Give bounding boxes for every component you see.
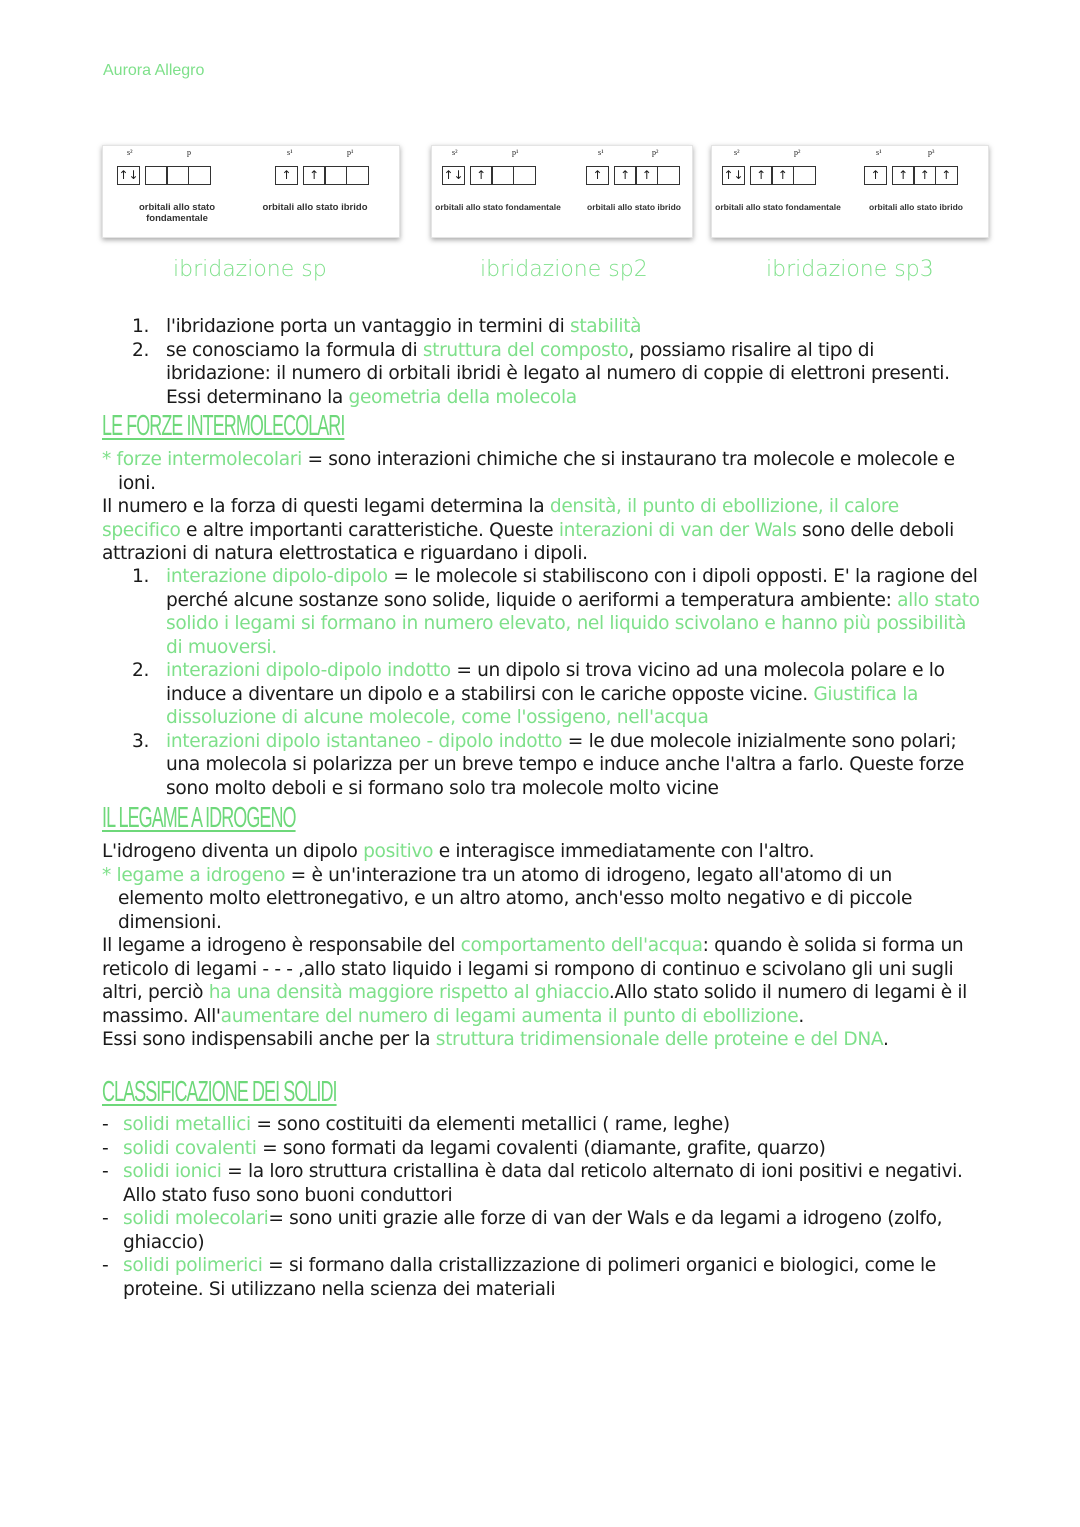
bullet-star: * xyxy=(102,449,117,470)
p-orbital-box: ↑ xyxy=(913,166,936,185)
highlighted-text: aumentare del numero di legami aumenta il punto di ebollizione xyxy=(220,1005,799,1027)
s-label: s¹ xyxy=(598,148,604,157)
bullet-dash: - xyxy=(102,1114,109,1135)
s-label: s¹ xyxy=(287,148,293,157)
forze-section xyxy=(102,448,982,566)
heading-classificazione-solidi: CLASSIFICAZIONE DEI SOLIDI xyxy=(102,1076,337,1108)
highlighted-text: ha una densità maggiore rispetto al ghiaccio xyxy=(208,982,609,1003)
highlighted-text: interazioni dipolo-dipolo indotto xyxy=(166,660,451,681)
list-text xyxy=(166,565,982,659)
text-segment: = un dipolo si trova vicino ad una molecola polare e lo induce a diventare un dipolo e a stabilirsi con le cariche opposte vicine. xyxy=(166,660,945,705)
p-label: p² xyxy=(652,148,659,157)
orbital-diagram-sp3 xyxy=(711,145,989,238)
highlighted-text: forze intermolecolari xyxy=(116,449,302,470)
text-segment: = è un'interazione tra un atomo di idrogeno, legato all'atomo di un elemento molto elettronegativo, e un altro atomo, anch'esso molto negativo e di piccole dimensioni. xyxy=(118,864,913,933)
highlighted-text: solidi ionici xyxy=(123,1161,222,1182)
bullet-dash: - xyxy=(102,1137,109,1159)
title-sp: ibridazione sp xyxy=(173,257,327,282)
idrogeno-definition xyxy=(102,864,982,935)
p-orbital-box xyxy=(793,166,816,185)
text-segment: .Allo stato solido il numero di legami è il massimo. All' xyxy=(102,982,967,1027)
text-segment: = sono costituiti da elementi metallici ( rame, leghe) xyxy=(250,1114,730,1135)
list-text xyxy=(166,339,972,410)
orbital-caption: orbitali allo stato ibrido xyxy=(869,202,963,212)
highlighted-text: solidi metallici xyxy=(123,1114,251,1135)
forze-points-list xyxy=(132,565,982,800)
text-segment: sono delle deboli attrazioni di natura elettrostatica e riguardano i dipoli. xyxy=(102,519,954,564)
p-orbital-box xyxy=(346,166,369,185)
highlighted-text: solidi covalenti xyxy=(123,1137,257,1159)
highlighted-text: geometria della molecola xyxy=(348,386,577,408)
list-number: 1. xyxy=(132,566,150,587)
p-label: p xyxy=(187,148,191,157)
list-number: 3. xyxy=(132,730,150,752)
text-segment: Il numero e la forza di questi legami determina la xyxy=(102,496,550,517)
p-orbital-box xyxy=(188,166,211,185)
list-number: 2. xyxy=(132,660,150,681)
s-label: s² xyxy=(127,148,133,157)
p-orbital-box: ↑ xyxy=(635,166,658,185)
p-orbital-box xyxy=(657,166,680,185)
title-sp3: ibridazione sp3 xyxy=(766,257,934,282)
s-orbital-box: ↑ xyxy=(864,166,887,185)
highlighted-text: interazioni dipolo istantaneo - dipolo indotto xyxy=(166,730,563,752)
text-segment: = le due molecole inizialmente sono polari; una molecola si polarizza per un breve tempo e induce anche l'altra a farlo. Queste forze sono molto deboli e si formano solo tra molecole molto vicine xyxy=(166,730,965,799)
p-orbital-box xyxy=(513,166,536,185)
text-segment: = sono interazioni chimiche che si instaurano tra molecole e molecole e ioni. xyxy=(118,449,955,494)
list-text xyxy=(166,315,972,339)
text-segment: . xyxy=(882,1029,889,1050)
text-segment: l'ibridazione porta un vantaggio in termini di xyxy=(166,316,570,337)
bullet-star: * xyxy=(102,864,117,886)
list-item xyxy=(132,339,972,410)
s-orbital-box: ↑↓ xyxy=(722,166,745,185)
text-segment: = la loro struttura cristallina è data dal reticolo alternato di ioni positivi e negativi. Allo stato fuso sono buoni conduttori xyxy=(123,1161,963,1206)
p-orbital-box: ↑ xyxy=(470,166,493,185)
p-orbital-box xyxy=(491,166,514,185)
highlighted-text: stabilità xyxy=(570,316,642,337)
orbital-caption: orbitali allo stato fondamentale xyxy=(715,202,841,212)
text-segment: Il legame a idrogeno è responsabile del xyxy=(102,935,461,956)
s-orbital-box: ↑ xyxy=(586,166,609,185)
author-name: Aurora Allegro xyxy=(103,62,205,79)
orbital-caption: orbitali allo stato ibrido xyxy=(587,202,681,212)
s-orbital-box: ↑↓ xyxy=(442,166,465,185)
p-orbital-box: ↑ xyxy=(303,166,326,185)
highlighted-text: solidi polimerici xyxy=(123,1255,263,1276)
highlighted-text: struttura del composto xyxy=(422,339,629,361)
text-segment: se conosciamo la formula di xyxy=(166,339,423,361)
s-orbital-box: ↑↓ xyxy=(117,166,140,185)
orbital-diagram-sp2 xyxy=(431,145,693,238)
p-orbital-box xyxy=(166,166,189,185)
list-item xyxy=(132,315,972,339)
forze-paragraph xyxy=(102,495,982,566)
s-orbital-box: ↑ xyxy=(275,166,298,185)
p-orbital-box: ↑ xyxy=(892,166,915,185)
text-segment: = sono uniti grazie alle forze di van der Wals e da legami a idrogeno (zolfo, ghiaccio) xyxy=(123,1208,943,1253)
list-number: 2. xyxy=(132,339,150,361)
solid-type-item xyxy=(102,1113,982,1137)
solidi-list xyxy=(102,1113,982,1301)
orbital-caption: orbitali allo stato fondamentale xyxy=(138,202,215,224)
solid-type-item xyxy=(102,1137,982,1161)
highlighted-text: solidi molecolari xyxy=(123,1208,269,1229)
p-label: p¹ xyxy=(347,148,354,157)
text-segment: Essi sono indispensabili anche per la xyxy=(102,1029,436,1050)
solid-type-item xyxy=(102,1254,982,1301)
text-segment: = si formano dalla cristallizzazione di polimeri organici e biologici, come le proteine. Si utilizzano nella scienza dei materiali xyxy=(123,1255,936,1300)
idrogeno-paragraph-2 xyxy=(102,1028,982,1052)
highlighted-text: densità, il punto di ebollizione, il calore specifico xyxy=(102,496,899,541)
list-item xyxy=(132,730,982,801)
list-item xyxy=(132,565,982,659)
list-item xyxy=(132,659,982,730)
text-segment: = le molecole si stabiliscono con i dipoli opposti. E' la ragione del perché alcune sostanze sono solide, liquide o aeriformi a temperatura ambiente: xyxy=(166,566,978,611)
p-orbital-box: ↑ xyxy=(614,166,637,185)
highlighted-text: Giustifica la dissoluzione di alcune molecole, come l'ossigeno, nell'acqua xyxy=(166,683,919,728)
bullet-dash: - xyxy=(102,1255,109,1276)
s-label: s² xyxy=(452,148,458,157)
orbital-caption: orbitali allo stato ibrido xyxy=(262,202,368,213)
solid-type-item xyxy=(102,1160,982,1207)
p-orbital-box xyxy=(145,166,168,185)
solid-type-item xyxy=(102,1207,982,1254)
text-segment: e interagisce immediatamente con l'altro. xyxy=(433,841,815,862)
highlighted-text: comportamento dell'acqua xyxy=(460,935,703,956)
highlighted-text: allo stato solido i legami si formano in numero elevato, nel liquido scivolano e hanno più possibilità di muoversi. xyxy=(166,589,980,658)
p-orbital-box xyxy=(324,166,347,185)
list-number: 1. xyxy=(132,316,150,337)
p-orbital-box: ↑ xyxy=(771,166,794,185)
highlighted-text: positivo xyxy=(363,841,434,862)
idrogeno-paragraph xyxy=(102,934,982,1028)
forze-definition xyxy=(102,448,982,495)
highlighted-text: interazioni di van der Wals xyxy=(558,519,797,541)
p-label: p³ xyxy=(928,148,935,157)
text-segment: = sono formati da legami covalenti (diamante, grafite, quarzo) xyxy=(256,1137,826,1159)
p-label: p¹ xyxy=(512,148,519,157)
orbital-caption: orbitali allo stato fondamentale xyxy=(435,202,561,212)
list-text xyxy=(166,659,982,730)
orbital-diagram-sp xyxy=(102,145,400,238)
idrogeno-section xyxy=(102,840,982,1052)
text-segment: L'idrogeno diventa un dipolo xyxy=(102,841,364,862)
text-segment: . xyxy=(798,1005,804,1027)
s-label: s² xyxy=(734,148,740,157)
highlighted-text: struttura tridimensionale delle proteine e del DNA xyxy=(435,1029,883,1050)
hyb-points-list xyxy=(132,315,972,409)
bullet-dash: - xyxy=(102,1208,109,1229)
p-orbital-box: ↑ xyxy=(935,166,958,185)
p-orbital-box: ↑ xyxy=(750,166,773,185)
p-label: p² xyxy=(794,148,801,157)
title-sp2: ibridazione sp2 xyxy=(480,257,648,282)
heading-legame-idrogeno: IL LEGAME A IDROGENO xyxy=(102,802,296,834)
bullet-dash: - xyxy=(102,1161,109,1182)
s-label: s¹ xyxy=(876,148,882,157)
text-segment: e altre importanti caratteristiche. Queste xyxy=(180,519,559,541)
text-segment: : quando è solida si forma un reticolo di legami - - - ,allo stato liquido i legami si rompono di continuo e scivolano gli uni sugli altri, perciò xyxy=(102,935,964,1003)
list-text xyxy=(166,730,982,801)
highlighted-text: legame a idrogeno xyxy=(116,864,286,886)
highlighted-text: interazione dipolo-dipolo xyxy=(166,566,388,587)
text-segment: , possiamo risalire al tipo di ibridazione: il numero di orbitali ibridi è legato al numero di coppie di elettroni presenti. Essi determinano la xyxy=(166,339,950,408)
heading-forze-intermolecolari: LE FORZE INTERMOLECOLARI xyxy=(102,410,345,442)
idrogeno-intro xyxy=(102,840,982,864)
